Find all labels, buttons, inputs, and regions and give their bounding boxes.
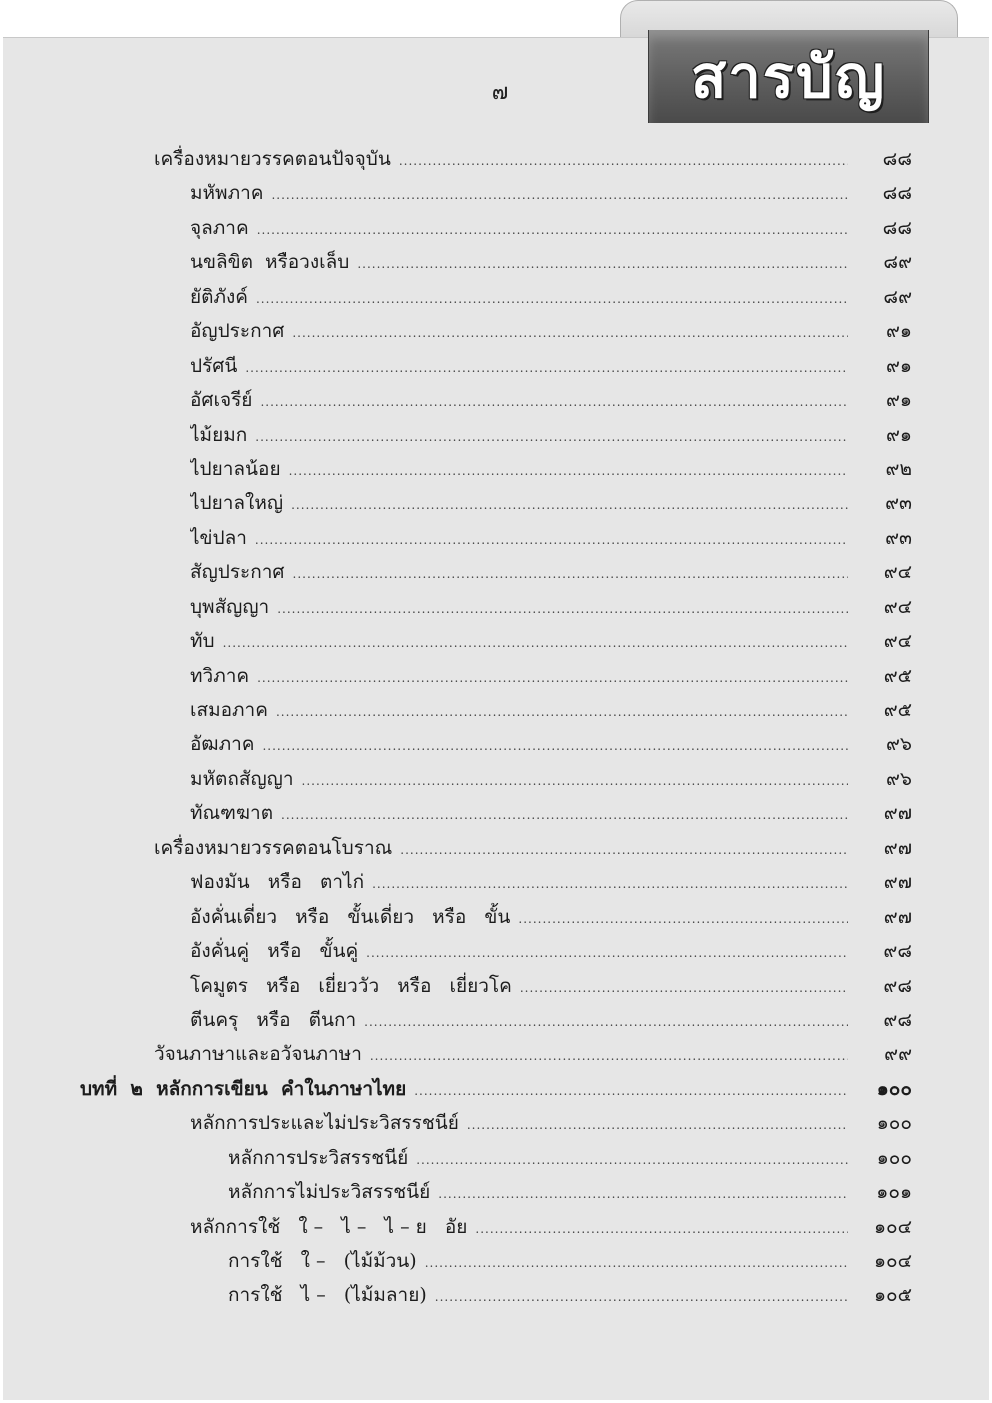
toc-entry-title: ไปยาลใหญ่	[190, 492, 284, 515]
toc-entry[interactable]	[0, 587, 992, 621]
toc-entry[interactable]	[0, 828, 992, 862]
toc-entry-title: เครื่องหมายวรรคตอนปัจจุบัน	[154, 148, 391, 170]
toc-entry-page: ๙๑	[886, 389, 912, 412]
toc-entry-title: ปรัศนี	[190, 354, 238, 377]
toc-entry-title: มหัตถสัญญา	[190, 767, 294, 790]
dot-leader	[438, 1187, 848, 1201]
toc-entry-label	[190, 626, 848, 656]
toc-entry[interactable]	[0, 931, 992, 965]
toc-entry-page: ๑๐๑	[876, 1181, 912, 1204]
dot-leader	[255, 430, 848, 444]
dot-leader	[245, 361, 848, 375]
dot-leader	[262, 739, 848, 753]
toc-entry-page: ๙๔	[883, 630, 912, 653]
toc-entry[interactable]	[0, 242, 992, 276]
toc-entry-title: อัฒภาค	[190, 733, 255, 756]
page-number: ๗	[491, 80, 509, 105]
toc-entry[interactable]	[0, 793, 992, 827]
toc-entry-page: ๘๘	[882, 182, 912, 205]
toc-entry-page: ๘๙	[883, 285, 912, 308]
dot-leader	[293, 567, 849, 581]
toc-entry-page: ๙๖	[886, 767, 912, 790]
toc-entry[interactable]	[0, 1103, 992, 1137]
toc-entry-label	[228, 1177, 848, 1207]
dot-leader	[257, 223, 848, 237]
toc-entry-label	[80, 1074, 848, 1104]
toc-entry-label	[190, 557, 848, 587]
toc-entry-page: ๑๐๐	[876, 1146, 912, 1169]
toc-entry[interactable]	[0, 518, 992, 552]
toc-entry-label	[154, 833, 848, 863]
toc-entry-label	[190, 178, 848, 208]
toc-entry-page: ๘๙	[883, 251, 912, 274]
toc-entry-page: ๘๘	[882, 148, 912, 170]
toc-entry-page: ๙๓	[885, 492, 912, 515]
toc-entry-page: ๑๐๐	[876, 1112, 912, 1135]
toc-entry-title: อัญประกาศ	[190, 320, 285, 343]
toc-entry-label	[190, 1005, 848, 1035]
toc-entry-label	[190, 316, 848, 346]
toc-entry-title: เครื่องหมายวรรคตอนโบราณ	[154, 836, 393, 859]
toc-entry-page: ๙๘	[883, 974, 912, 997]
toc-entry[interactable]	[0, 552, 992, 586]
toc-entry-label	[190, 764, 848, 794]
toc-entry-title: มหัพภาค	[190, 182, 264, 205]
dot-leader	[257, 671, 848, 685]
toc-entry-title: ทับ	[190, 630, 215, 653]
dot-leader	[281, 808, 848, 822]
toc-entry[interactable]	[0, 415, 992, 449]
toc-entry-page: ๙๔	[883, 595, 912, 618]
toc-entry-label	[190, 729, 848, 759]
toc-entry[interactable]	[0, 724, 992, 758]
toc-entry[interactable]	[0, 449, 992, 483]
dot-leader	[425, 1256, 848, 1270]
dot-leader	[400, 843, 848, 857]
toc-entry-label	[190, 247, 848, 277]
toc-entry-title: โคมูตร หรือ เยี่ยววัว หรือ เยี่ยวโค	[190, 974, 512, 997]
toc-entry-label	[190, 971, 848, 1001]
toc-entry[interactable]	[0, 862, 992, 896]
toc-entry-page: ๙๖	[886, 733, 912, 756]
toc-entry[interactable]	[0, 1000, 992, 1034]
dot-leader	[302, 774, 848, 788]
toc-entry-title: ฟองมัน หรือ ตาไก่	[190, 871, 365, 894]
toc-entry-title: หลักการประวิสรรชนีย์	[228, 1146, 409, 1169]
dot-leader	[357, 257, 848, 271]
dot-leader	[255, 533, 848, 547]
dot-leader	[416, 1153, 848, 1167]
toc-entry[interactable]	[0, 656, 992, 690]
toc-entry-title: ยัติภังค์	[190, 285, 248, 308]
dot-leader	[256, 292, 848, 306]
toc-entry-title: บทที่ ๒ หลักการเขียน คำในภาษาไทย	[80, 1077, 407, 1100]
toc-entry[interactable]	[0, 1069, 992, 1103]
toc-entry-title: อัศเจรีย์	[190, 389, 253, 412]
toc-entry-label	[190, 488, 848, 518]
toc-entry-page: ๙๑	[886, 354, 912, 377]
toc-entry-page: ๙๒	[885, 457, 912, 480]
toc-entry-label	[190, 523, 848, 553]
toc-entry-title: หลักการใช้ ใ – ไ – ไ – ย อัย	[190, 1215, 468, 1238]
toc-entry-page: ๙๘	[883, 940, 912, 963]
dot-leader	[223, 636, 848, 650]
toc-entry-label	[190, 420, 848, 450]
dot-leader	[366, 946, 848, 960]
toc-entry-title: อังคั่นเดี่ยว หรือ ขั้นเดี่ยว หรือ ขั้น	[190, 905, 511, 928]
toc-entry-label	[190, 282, 848, 312]
toc-entry-page: ๙๔	[883, 561, 912, 584]
dot-leader	[271, 188, 848, 202]
dot-leader	[260, 395, 848, 409]
toc-entry[interactable]	[0, 690, 992, 724]
toc-entry-title: ไม้ยมก	[190, 423, 248, 446]
toc-entry[interactable]	[0, 897, 992, 931]
toc-entry-label	[190, 1108, 848, 1138]
toc-entry-page: ๙๗	[883, 871, 912, 894]
toc-entry-label	[190, 592, 848, 622]
toc-entry-page: ๙๑	[886, 423, 912, 446]
toc-entry-title: เสมอภาค	[190, 699, 268, 721]
toc-entry-title: การใช้ ใ – (ไม้ม้วน)	[228, 1250, 417, 1272]
title-banner	[648, 30, 929, 123]
toc-entry-label	[190, 213, 848, 243]
toc-entry[interactable]	[0, 621, 992, 655]
toc-entry-label	[190, 902, 848, 932]
toc-entry-label	[228, 1280, 848, 1310]
toc-entry-title: จุลภาค	[190, 216, 249, 239]
toc-entry[interactable]	[0, 380, 992, 414]
toc-entry-label	[190, 695, 848, 725]
table-of-contents	[0, 139, 992, 1310]
toc-entry[interactable]	[0, 483, 992, 517]
toc-entry-title: สัญประกาศ	[190, 561, 285, 584]
dot-leader	[292, 326, 848, 340]
toc-entry[interactable]	[0, 346, 992, 380]
toc-entry[interactable]	[0, 173, 992, 207]
toc-entry-page: ๑๐๔	[873, 1215, 912, 1238]
toc-entry-label	[154, 144, 848, 174]
toc-entry[interactable]	[0, 1207, 992, 1241]
toc-entry-title: หลักการประและไม่ประวิสรรชนีย์	[190, 1112, 459, 1135]
dot-leader	[435, 1290, 848, 1304]
toc-entry-label	[190, 1212, 848, 1242]
dot-leader	[291, 498, 848, 512]
toc-entry-title: ตีนครุ หรือ ตีนกา	[190, 1008, 357, 1031]
toc-entry-page: ๙๕	[883, 699, 912, 721]
toc-entry-page: ๘๘	[882, 216, 912, 239]
toc-entry-label	[190, 351, 848, 381]
toc-entry-page: ๑๐๕	[873, 1284, 912, 1307]
toc-entry-title: วัจนภาษาและอวัจนภาษา	[154, 1043, 362, 1066]
toc-entry[interactable]	[0, 1241, 992, 1275]
toc-entry-label	[190, 661, 848, 691]
toc-entry-page: ๙๗	[883, 905, 912, 928]
toc-entry[interactable]	[0, 1138, 992, 1172]
toc-entry[interactable]	[0, 139, 992, 173]
toc-entry[interactable]	[0, 1275, 992, 1309]
toc-entry-page: ๑๐๔	[873, 1250, 912, 1272]
toc-entry-page: ๙๗	[883, 836, 912, 859]
toc-entry-page: ๙๑	[886, 320, 912, 343]
toc-entry-title: ไข่ปลา	[190, 526, 247, 549]
toc-entry-label	[154, 1039, 848, 1069]
toc-entry-title: บุพสัญญา	[190, 595, 270, 618]
dot-leader	[372, 877, 848, 891]
dot-leader	[467, 1118, 848, 1132]
dot-leader	[277, 602, 848, 616]
dot-leader	[364, 1015, 848, 1029]
toc-entry-title: อังคั่นคู่ หรือ ขั้นคู่	[190, 940, 359, 963]
page-title: สารบัญ	[690, 42, 887, 111]
toc-entry-label	[190, 867, 848, 897]
toc-entry-title: การใช้ ไ – (ไม้มลาย)	[228, 1284, 427, 1307]
dot-leader	[399, 154, 848, 168]
toc-entry-title: นขลิขิต หรือวงเล็บ	[190, 251, 350, 274]
toc-entry-page: ๑๐๐	[876, 1077, 912, 1100]
toc-entry-title: ทวิภาค	[190, 664, 250, 687]
toc-entry[interactable]	[0, 1034, 992, 1068]
dot-leader	[370, 1049, 848, 1063]
toc-entry-title: ไปยาลน้อย	[190, 457, 281, 480]
toc-entry[interactable]	[0, 966, 992, 1000]
toc-entry[interactable]	[0, 277, 992, 311]
dot-leader	[520, 981, 848, 995]
toc-entry-page: ๙๗	[883, 802, 912, 825]
dot-leader	[276, 705, 848, 719]
toc-entry[interactable]	[0, 1172, 992, 1206]
toc-entry-title: ทัณฑฆาต	[190, 802, 274, 825]
toc-entry-page: ๙๙	[884, 1043, 912, 1066]
toc-entry-label	[190, 454, 848, 484]
toc-entry-label	[190, 936, 848, 966]
toc-entry-label	[228, 1143, 848, 1173]
dot-leader	[289, 464, 848, 478]
dot-leader	[475, 1222, 848, 1236]
toc-entry[interactable]	[0, 759, 992, 793]
toc-entry[interactable]	[0, 208, 992, 242]
dot-leader	[414, 1084, 848, 1098]
toc-entry-label	[228, 1246, 848, 1276]
toc-entry-page: ๙๘	[883, 1008, 912, 1031]
toc-entry-label	[190, 385, 848, 415]
toc-entry-title: หลักการไม่ประวิสรรชนีย์	[228, 1181, 431, 1204]
dot-leader	[518, 912, 848, 926]
toc-entry[interactable]	[0, 311, 992, 345]
toc-entry-page: ๙๕	[883, 664, 912, 687]
toc-entry-label	[190, 798, 848, 828]
toc-entry-page: ๙๓	[885, 526, 912, 549]
